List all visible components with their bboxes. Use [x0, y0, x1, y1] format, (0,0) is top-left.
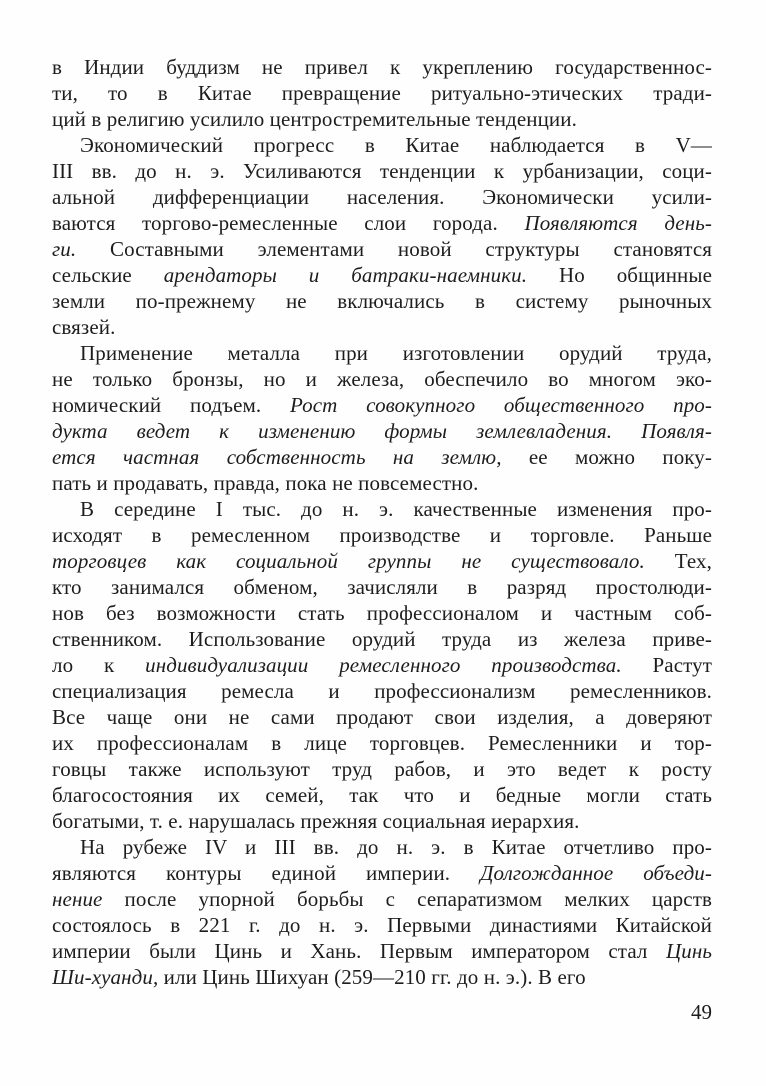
text-run: земли по-прежнему не включались в систему рыночных: [52, 289, 712, 313]
text-run-italic: Появляются день-: [524, 211, 712, 235]
text-run: ственником. Использование орудий труда из железа приве-: [52, 627, 712, 651]
text-line: [52, 730, 712, 756]
text-run: Экономический прогресс в Китае наблюдается в V—: [80, 133, 712, 157]
text-line: [52, 444, 712, 470]
text-run: не только бронзы, но и железа, обеспечило во многом эко-: [52, 367, 712, 391]
text-run: специализация ремесла и профессионализм ремесленников.: [52, 679, 712, 703]
text-run: сельские: [52, 263, 164, 287]
text-run: Все чаще они не сами продают свои изделия, а доверяют: [52, 705, 712, 729]
text-line: [52, 340, 712, 366]
text-run: состоялось в 221 г. до н. э. Первыми династиями Китайской: [52, 913, 712, 937]
text-line: [52, 574, 712, 600]
paragraph: [52, 496, 712, 834]
text-run: альной дифференциации населения. Экономически усили-: [52, 185, 712, 209]
text-line: [52, 886, 712, 912]
text-line: [52, 132, 712, 158]
text-line: [52, 288, 712, 314]
text-line: [52, 808, 712, 834]
text-line: [52, 236, 712, 262]
text-run: III вв. до н. э. Усиливаются тенденции к урбанизации, соци-: [52, 159, 712, 183]
text-line: [52, 860, 712, 886]
text-run-italic: торговцев как социальной группы не существовало.: [52, 549, 645, 573]
text-run: пать и продавать, правда, пока не повсеместно.: [52, 471, 479, 495]
text-run: в Индии буддизм не привел к укреплению государственнос-: [52, 55, 712, 79]
text-line: [52, 964, 712, 990]
text-line: [52, 678, 712, 704]
text-line: [52, 184, 712, 210]
text-run-italic: Рост совокупного общественного про-: [289, 393, 712, 417]
text-run: В середине I тыс. до н. э. качественные изменения про-: [80, 497, 712, 521]
text-line: [52, 470, 712, 496]
text-line: [52, 834, 712, 860]
text-run-italic: арендаторы и батраки-наемники.: [163, 263, 528, 287]
text-block: [52, 54, 712, 990]
paragraph: [52, 132, 712, 340]
text-run: Растут: [621, 653, 712, 677]
text-line: [52, 704, 712, 730]
text-run: благосостояния их семей, так что и бедные могли стать: [52, 783, 712, 807]
text-line: [52, 652, 712, 678]
text-line: [52, 600, 712, 626]
text-line: [52, 938, 712, 964]
text-line: [52, 496, 712, 522]
text-line: [52, 106, 712, 132]
text-line: [52, 912, 712, 938]
text-run: являются контуры единой империи.: [52, 861, 481, 885]
text-line: [52, 54, 712, 80]
text-run: нов без возможности стать профессионалом и частным соб-: [52, 601, 712, 625]
text-run: ее можно поку-: [501, 445, 712, 469]
text-run-italic: ется частная собственность на землю,: [52, 445, 502, 469]
text-run-italic: Долгожданное объеди-: [480, 861, 712, 885]
text-line: [52, 782, 712, 808]
page-number: 49: [691, 1000, 712, 1024]
text-run: Но общинные: [527, 263, 713, 287]
text-run: или Цинь Шихуан (259—210 гг. до н. э.). В его: [158, 965, 586, 989]
text-run: исходят в ремесленном производстве и торговле. Раньше: [52, 523, 712, 547]
text-run-italic: ги.: [52, 237, 77, 261]
text-line: [52, 80, 712, 106]
text-run-italic: Цинь: [665, 939, 712, 963]
text-run: ти, то в Китае превращение ритуально-этических тради-: [52, 81, 712, 105]
paragraph: [52, 340, 712, 496]
text-line: [52, 418, 712, 444]
text-run: богатыми, т. е. нарушалась прежняя социальная иерархия.: [52, 809, 580, 833]
text-line: [52, 626, 712, 652]
text-line: [52, 262, 712, 288]
text-line: [52, 314, 712, 340]
text-run: ло к: [52, 653, 146, 677]
text-run: Применение металла при изготовлении орудий труда,: [80, 341, 712, 365]
text-line: [52, 522, 712, 548]
text-run: На рубеже IV и III вв. до н. э. в Китае отчетливо про-: [80, 835, 712, 859]
text-run: кто занимался обменом, зачисляли в разряд простолюди-: [52, 575, 712, 599]
text-run: Составными элементами новой структуры становятся: [76, 237, 712, 261]
text-run: их профессионалам в лице торговцев. Ремесленники и тор-: [52, 731, 712, 755]
text-run-italic: нение: [52, 887, 103, 911]
text-run-italic: Ши-хуанди,: [52, 965, 159, 989]
text-run: Тех,: [644, 549, 712, 573]
paragraph: [52, 834, 712, 990]
text-line: [52, 366, 712, 392]
text-run: империи были Цинь и Хань. Первым императором стал: [52, 939, 666, 963]
text-line: [52, 756, 712, 782]
text-run: номический подъем.: [52, 393, 290, 417]
text-line: [52, 548, 712, 574]
text-line: [52, 392, 712, 418]
text-run-italic: индивидуализации ремесленного производства.: [145, 653, 622, 677]
text-line: [52, 158, 712, 184]
text-run: после упорной борьбы с сепаратизмом мелких царств: [102, 887, 712, 911]
text-run: ций в религию усилило центростремительные тенденции.: [52, 107, 577, 131]
text-run: ваются торгово-ремесленные слои города.: [52, 211, 525, 235]
text-run: связей.: [52, 315, 116, 339]
text-run: говцы также используют труд рабов, и это ведет к росту: [52, 757, 712, 781]
paragraph: [52, 54, 712, 132]
text-run-italic: дукта ведет к изменению формы землевладения. Появля-: [52, 419, 712, 443]
text-line: [52, 210, 712, 236]
